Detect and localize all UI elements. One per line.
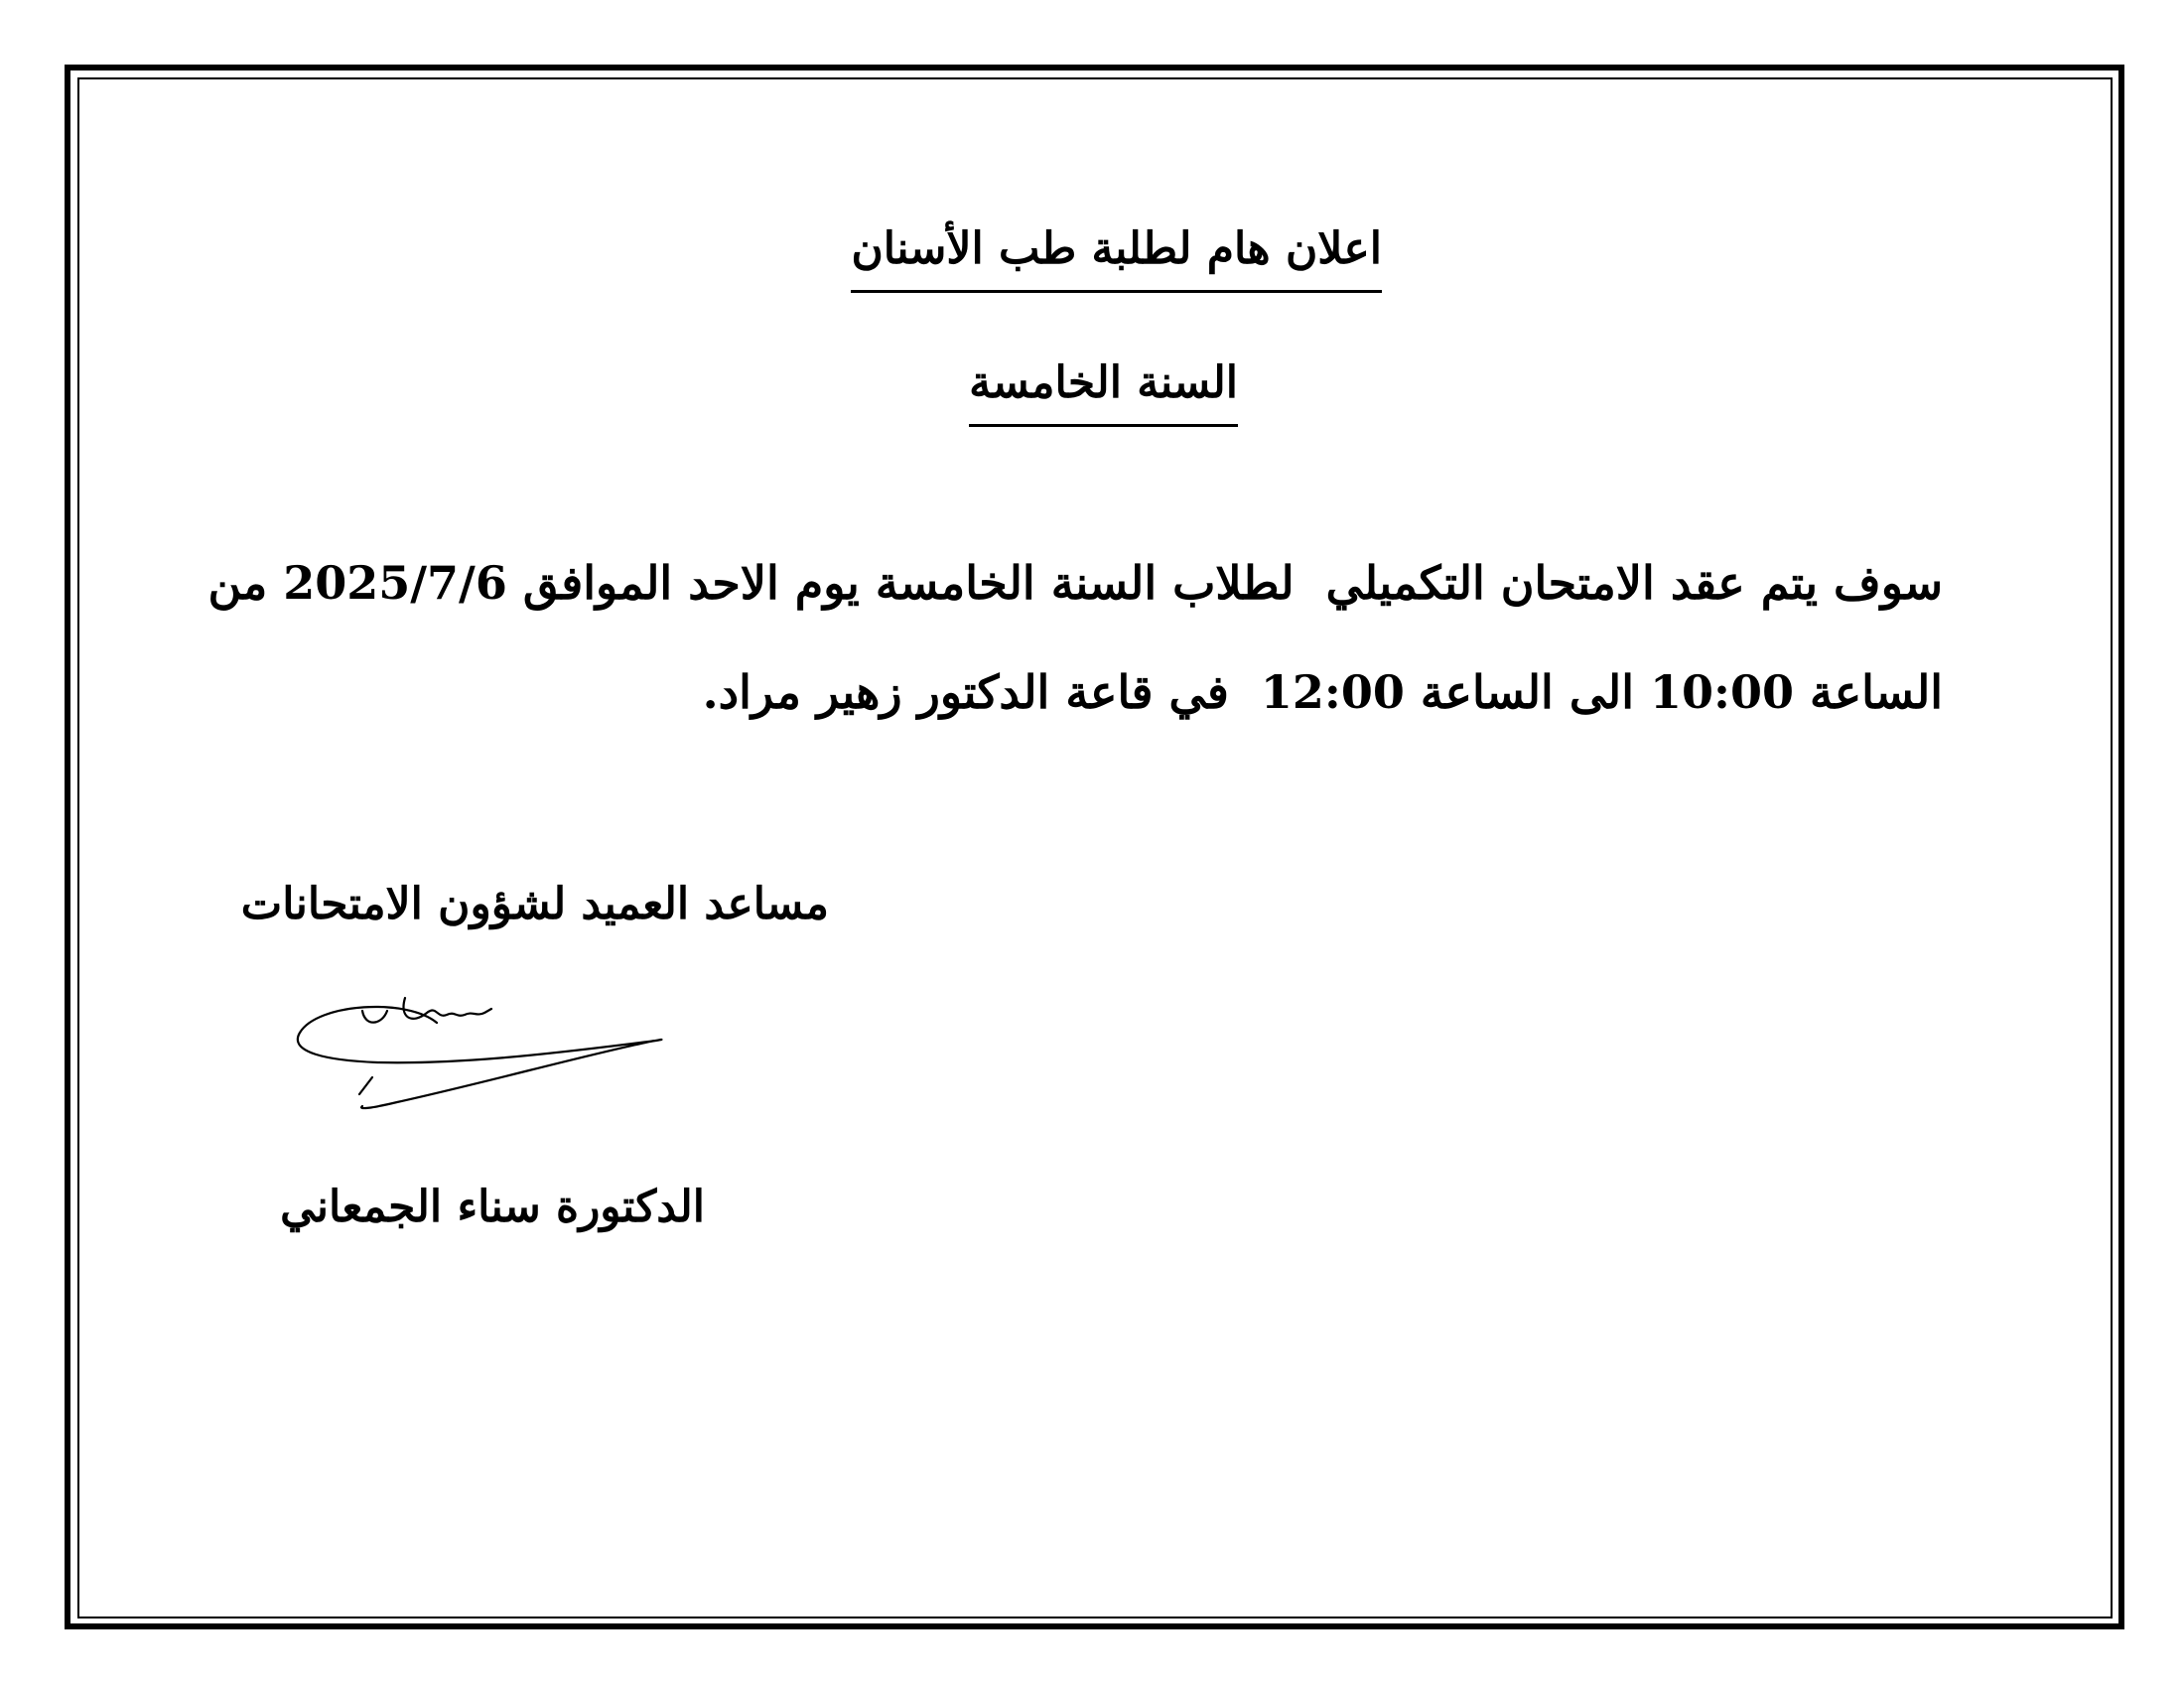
announcement-body-line-2: الساعة 10:00 الى الساعة 12:00 في قاعة الدكتور زهير مراد. — [702, 665, 1943, 719]
page-border-inner — [77, 77, 2113, 1618]
announcement-subtitle: السنة الخامسة — [969, 357, 1238, 427]
handwritten-signature — [288, 983, 685, 1132]
announcement-body-line-1: سوف يتم عقد الامتحان التكميلي لطلاب السنة الخامسة يوم الاحد الموافق 2025/7/6 من — [207, 556, 1943, 610]
signatory-title: مساعد العميد لشؤون الامتحانات — [240, 879, 829, 929]
signatory-name: الدكتورة سناء الجمعاني — [280, 1182, 705, 1232]
announcement-title: اعلان هام لطلبة طب الأسنان — [851, 223, 1382, 293]
